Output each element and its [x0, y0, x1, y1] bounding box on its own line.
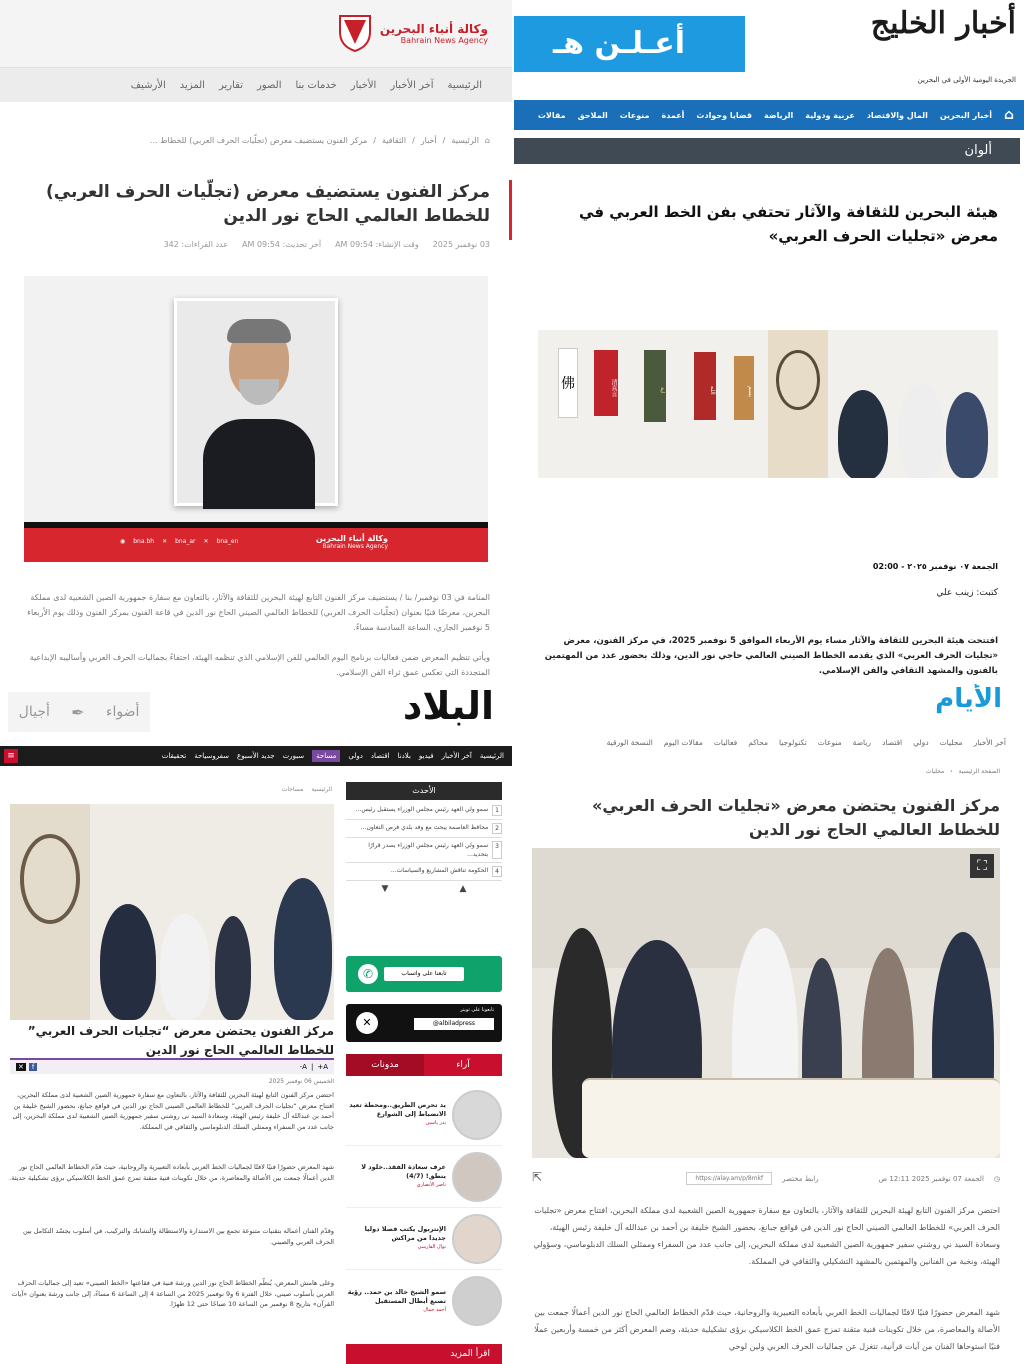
nav-item[interactable]: عربية ودولية — [805, 110, 855, 120]
crumb-item[interactable]: الصفحة الرئيسية — [958, 768, 1000, 775]
article-paragraph: شهد المعرض حضورًا فنيًا لافتًا لجماليات الخط العربي بأبعاده التعبيرية والروحانية، حيث قدّم الخطاط العالمي الحاج نور الدين أعمالًا جمعت بين الأصالة والمعاصرة، من خلال تكوينات فنية متقنة تمزج عمق الخط الكلاسيكي برؤى تشكيلية حديثة، وضم المعرض أكثر من خمسة وأربعين عملًا فنيًا استوحاها الفنان من آيات قرآنية، تتغزل عن جماليات الحرف العربي ولين لوحي — [534, 1308, 1000, 1351]
scroll-artwork: آية — [644, 350, 666, 422]
nav-item[interactable]: اقتصاد — [370, 752, 390, 760]
nav-item[interactable]: دولي — [913, 738, 929, 747]
nav-item[interactable]: آخر الأخبار — [441, 752, 472, 760]
bna-banner — [24, 522, 488, 562]
alayam-article-panel — [512, 682, 1024, 1364]
avatar — [452, 1152, 502, 1202]
alayam-logo[interactable]: الأيام — [935, 684, 1002, 714]
calligraphy-scroll — [582, 1078, 1000, 1158]
nav-item[interactable]: آخر الأخبار — [390, 79, 434, 91]
article-paragraph: المنامة في 03 نوفمبر/ بنا / يستضيف مركز الفنون التابع لهيئة البحرين للثقافة والآثار، بالتعاون مع سفارة جمهورية الصين الشعبية لدى مملكة البحرين، معرضًا فنيًا بعنوان (تجلّيات الحرف العربي) للخطاط العالمي الصيني الحاج نور الدين في قاعة الفنون بمركز الفنون وذلك يوم الأربعاء 5 نوفمبر الجاري، الساعة السادسة مساءً. — [27, 593, 490, 632]
scroll-artwork: 佛 — [558, 348, 578, 418]
article-date: الخميس 06 نوفمبر 2025 — [268, 1078, 334, 1085]
list-item[interactable]: 3 سمو ولي العهد رئيس مجلس الوزراء يصدر قرارًا بتحديد... — [346, 838, 502, 863]
crumb-item[interactable]: الرئيسية — [451, 136, 479, 145]
akhbar-article-panel — [512, 0, 1024, 682]
x-icon[interactable]: ✕ — [203, 538, 209, 545]
nav-item[interactable]: المزيد — [179, 79, 205, 91]
article-paragraph: وقدّم الفنان أعماله بتقنيات متنوعة تجمع بين الاستدارة والاستطالة والتشابك والتركيب، في أسلوب يجسّد التكامل بين الحرف العربي والصيني. — [22, 1227, 334, 1246]
akhbar-tagline: الجريدة اليومية الأولى في البحرين — [917, 76, 1016, 84]
bna-logo-en: Bahrain News Agency — [400, 35, 488, 45]
whatsapp-label: تابعنا على واتساب — [384, 967, 464, 981]
nav-item[interactable]: بلادنا — [397, 752, 411, 760]
scroll-artwork: بسم — [734, 356, 754, 420]
meta-reads: عدد القراءات: 342 — [163, 240, 229, 249]
article-paragraph: ويأتي تنظيم المعرض ضمن فعاليات برنامج اليوم العالمي للفن الإسلامي الذي تنظمه الهيئة، احتفاءً بجماليات الحرف العربي وأساليبه الإبداعية المتجددة التي تعكس عمق ثراء الفن الإسلامي. — [29, 653, 490, 677]
scroll-artwork: الله — [694, 352, 716, 420]
nav-item[interactable]: دولي — [348, 752, 363, 760]
nav-item[interactable]: الرئيسية — [479, 752, 504, 760]
nav-item[interactable]: أعمدة — [661, 110, 685, 120]
article-title: مركز الفنون يحتضن معرض “تجليات الحرف العربي” للخطاط العالمي الحاج نور الدين — [27, 1024, 334, 1057]
nav-item[interactable]: النسخة الورقية — [606, 738, 653, 747]
exhibition-photo — [10, 804, 334, 1020]
crumb-item[interactable]: الثقافية — [381, 136, 407, 145]
nav-item[interactable]: فيديو — [418, 752, 434, 760]
large-calligraphy-panel — [768, 330, 828, 478]
akhbar-nav — [512, 100, 1024, 130]
nav-item[interactable]: المال والاقتصاد — [866, 110, 928, 120]
nav-item[interactable]: تقارير — [218, 79, 243, 91]
section-label[interactable]: ألوان — [512, 138, 1020, 164]
breadcrumb: ⌂ الرئيسية / أخبار / الثقافية / مركز الفنون يستضيف معرض (تجلّيات الحرف العربي) للخطاط ... — [149, 136, 490, 145]
nav-item[interactable]: خدمات بنا — [295, 79, 337, 91]
breadcrumb: الصفحة الرئيسية ‹ محليات — [925, 768, 1000, 775]
alayam-nav — [607, 738, 1006, 747]
social-handle[interactable]: bna.bh — [133, 538, 155, 545]
nav-item[interactable]: الصور — [256, 79, 282, 91]
albilad-sub-tabs — [8, 692, 150, 732]
font-increase-button[interactable]: A+ — [317, 1063, 328, 1071]
home-icon[interactable]: ⌂ — [484, 136, 490, 145]
bna-header — [0, 0, 512, 68]
x-follow[interactable] — [346, 1004, 502, 1042]
font-decrease-button[interactable]: A- — [299, 1063, 307, 1071]
feather-icon: ✒ — [71, 702, 85, 722]
article-paragraph: وعلى هامش المعرض، يُنظّم الخطاط الحاج نور الدين ورشة فنية في فقاعتها «الخط الصيني» تعيد إلى جماليات الحرف العربي بأسلوب صيني، خلال الفترة 6 و9 نوفمبر 2025 من الساعة 4 إلى الساعة 6 مساءً، إلى جانب ورشة بعنوان «آيات القرآن» بتاريخ 8 نوفمبر من الساعة 10 صباحًا حتى 12 ظهرًا. — [11, 1279, 334, 1308]
avatar — [452, 1090, 502, 1140]
social-web-icon[interactable]: ◉ — [120, 538, 126, 545]
tab-adwaa[interactable]: أضواء — [105, 704, 140, 720]
breadcrumb — [282, 786, 332, 793]
avatar — [452, 1214, 502, 1264]
meta-created: وقت الإنشاء: 09:54 AM — [335, 240, 419, 249]
short-link-label: رابط مختصر — [782, 1174, 819, 1183]
article-paragraph: احتضن مركز الفنون التابع لهيئة البحرين للثقافة والآثار، بالتعاون مع سفارة جمهورية الصين الشعبية لدى مملكة البحرين، افتتاح معرض “تجليات الحرف العربي” للخطاط العالمي الصيني الحاج نور الدين في قوافع جبانغ، بحضور الشيخ خليفة بن أحمد بن عبدالله آل خليفة رئيس الهيئة، وسعادة السيد نى روشني سفير جمهورية الصين الشعبية لدى مملكة البحرين، إلى جانب عدد من السفراء وممثلي السلك الدبلوماسي والثقافي في المملكة. — [12, 1091, 334, 1131]
article-date: الجمعة ٠٧ نوفمبر ٢٠٢٥ - 02:00 — [872, 562, 998, 571]
list-item[interactable]: 4 الحكومة تناقش المشاريع والسياسات... — [346, 863, 502, 881]
x-icon[interactable]: ✕ — [162, 538, 168, 545]
clock-icon: ◷ — [993, 1174, 1000, 1183]
nav-item[interactable]: سبورت — [282, 752, 305, 760]
nav-item[interactable]: اقتصاد — [882, 738, 903, 747]
exhibition-photo — [538, 330, 998, 478]
nav-item[interactable]: أخبار البحرين — [939, 110, 992, 120]
scroll-up-icon[interactable]: ▲ — [459, 884, 467, 894]
bna-logo-ar: وكالة أنباء البحرين — [379, 21, 488, 36]
nav-item[interactable]: الرياضة — [763, 110, 794, 120]
article-tools: A+ | A- ✕ f — [10, 1058, 334, 1074]
bna-emblem-icon — [338, 14, 372, 52]
article-paragraph: احتضن مركز الفنون التابع لهيئة البحرين للثقافة والآثار، بالتعاون مع سفارة جمهورية الصين الشعبية لدى مملكة البحرين، افتتاح معرض «تجليات الحرف العربي» للخطاط العالمي الصيني الحاج نور الدين في قوافع جبانغ، بحضور الشيخ خليفة بن أحمد بن عبدالله آل خليفة رئيس الهيئة، وسعادة السيد ني روشني سفير جمهورية الصين الشعبية لدى مملكة البحرين، إلى جانب عدد من السفراء وممثلي السلك الدبلوماسي، وسؤولي الهيئة، ونخبة من الفنانين والمهتمين بالمشهد التشكيلي والثقافي في المملكة. — [533, 1206, 1000, 1266]
crumb-item[interactable]: مساحات — [281, 786, 304, 793]
short-link-field[interactable]: https://alay.am/p/8mkf — [686, 1172, 772, 1185]
whatsapp-follow[interactable] — [346, 956, 502, 992]
share-icon[interactable]: ⇱ — [532, 1170, 543, 1184]
article-title: مركز الفنون يستضيف معرض (تجلّيات الحرف العربي) للخطاط العالمي الحاج نور الدين — [45, 182, 490, 226]
nav-item[interactable]: مقالات اليوم — [663, 738, 703, 747]
bna-nav — [0, 68, 512, 102]
nav-item[interactable]: جديد الأسبوع — [237, 752, 275, 760]
article-meta — [686, 1172, 1000, 1185]
article-author: كتبت: زينب علي — [936, 588, 998, 598]
tab-opinions[interactable]: آراء — [456, 1060, 470, 1070]
crumb-item[interactable]: محليات — [925, 768, 945, 775]
crumb-item[interactable]: أخبار — [420, 136, 437, 145]
nav-item[interactable]: تحقيقات — [161, 752, 187, 760]
fullscreen-icon[interactable]: ⛶ — [970, 854, 994, 878]
crumb-item[interactable]: الرئيسية — [311, 786, 332, 793]
bna-article-panel — [0, 0, 512, 682]
avatar — [452, 1276, 502, 1326]
home-icon[interactable]: ⌂ — [1003, 107, 1014, 123]
nav-item[interactable]: مساحة — [312, 750, 340, 762]
nav-item[interactable]: آخر الأخبار — [973, 738, 1006, 747]
article-meta — [164, 240, 490, 249]
opinion-item[interactable]: الإنتربول يكتب فصلا دوليا جديدا من مراكش نوال الفارسي — [346, 1208, 502, 1270]
nav-item[interactable]: فعاليات — [713, 738, 738, 747]
x-icon: ✕ — [356, 1012, 378, 1034]
article-paragraph: شهد المعرض حضورًا فنيًا لافتًا لجماليات الخط العربي بأبعاده التعبيرية والروحانية، حيث قدّم الخطاط العالمي الحاج نور الدين أعمالًا جمعت بين الأصالة والمعاصرة، من خلال تكوينات فنية متقنة تمزج عمق الخط الكلاسيكي برؤى تشكيلية حديثة. — [9, 1163, 334, 1182]
nav-item[interactable]: الملاحق — [577, 110, 608, 120]
x-label: تابعونا على تويتر — [460, 1007, 494, 1013]
akhbar-logo[interactable]: أخبار الخليج — [870, 6, 1016, 41]
opinion-tabs — [346, 1054, 502, 1076]
banner-logo-ar: وكالة أنباء البحرين — [315, 534, 388, 543]
article-title: هيئة البحرين للثقافة والآثار تحتفي بفن الخط العربي في معرض «تجليات الحرف العربي» — [579, 203, 998, 245]
portrait-photo — [174, 298, 338, 506]
nav-item[interactable]: رياضة — [852, 738, 872, 747]
nav-item[interactable]: مقالات — [537, 110, 566, 120]
meta-updated: آخر تحديث: 09:54 AM — [242, 240, 322, 249]
nav-item[interactable]: سفروسياحة — [194, 752, 230, 760]
latest-header: الأحدث — [346, 782, 502, 800]
nav-item[interactable]: منوعات — [817, 738, 842, 747]
opinion-item[interactable]: سمو الشيخ خالد بن حمد.. رؤية تصنع أبطال المستقبل أحمد جمال — [346, 1270, 502, 1332]
social-handle[interactable]: bna_ar — [175, 538, 196, 545]
opinion-list — [346, 1084, 502, 1344]
nav-item[interactable]: محاكم — [748, 738, 768, 747]
read-more-button[interactable]: اقرأ المزيد — [346, 1344, 502, 1364]
nav-item[interactable]: محليات — [939, 738, 963, 747]
albilad-article-panel — [0, 682, 512, 1364]
albilad-nav — [0, 746, 512, 766]
list-item[interactable]: 1 سمو ولي العهد رئيس مجلس الوزراء يستقبل رئيس... — [346, 802, 502, 820]
crumb-item: مركز الفنون يستضيف معرض (تجلّيات الحرف العربي) للخطاط ... — [149, 136, 368, 145]
ad-banner[interactable]: أعـلـن هـ — [512, 16, 745, 72]
opinion-item[interactable]: عرف سعادة الفقد..خلود لا ينطق! (4/7) ناصر الأنصاري — [346, 1146, 502, 1208]
nav-item[interactable]: الرئيسية — [447, 79, 482, 91]
facebook-share-icon[interactable]: f — [29, 1063, 37, 1071]
x-share-icon[interactable]: ✕ — [18, 1063, 24, 1071]
banner-logo-en: Bahrain News Agency — [322, 543, 388, 550]
scroll-down-icon[interactable]: ▼ — [381, 884, 389, 894]
bna-logo[interactable] — [338, 14, 488, 52]
nav-item[interactable]: تكنولوجيا — [778, 738, 807, 747]
nav-item[interactable]: الأخبار — [350, 79, 377, 91]
list-item[interactable]: 2 محافظ العاصمة يبحث مع وفد بلدي فرص التعاون... — [346, 820, 502, 838]
whatsapp-icon: ✆ — [358, 964, 378, 984]
nav-item[interactable]: منوعات — [619, 110, 650, 120]
tab-ajyal[interactable]: أجيال — [18, 704, 50, 720]
article-title: مركز الفنون يحتضن معرض «تجليات الحرف العربي» للخطاط العالمي الحاج نور الدين — [591, 796, 1000, 839]
scroll-artwork: 清真言 — [594, 350, 618, 416]
exhibition-photo — [532, 848, 1000, 1158]
article-paragraph: افتتحت هيئة البحرين للثقافة والآثار مساء يوم الأربعاء الموافق 5 نوفمبر 2025، في مركز الفنون، معرض «تجليات الحرف العربي» الذي يقدمه الخطاط الصيني العالمي حاجي نور الدين، وذلك بحضور عدد من المهتمين بالفنون والمشهد الثقافي والفن الإسلامي. — [544, 636, 998, 676]
opinion-item[interactable]: يد تحرص الطريق..ومحطة تعيد الانضباط إلى الشوارع بدر ياسين — [346, 1084, 502, 1146]
panel-divider — [0, 682, 1024, 684]
albilad-logo[interactable]: البلاد — [402, 684, 494, 728]
x-handle: @albiladpress — [414, 1018, 494, 1030]
meta-date: 03 نوفمبر 2025 — [432, 240, 490, 249]
menu-icon[interactable]: ≡ — [4, 749, 18, 763]
meta-date: الجمعة 07 نوفمبر 2025 12:11 ص — [878, 1174, 984, 1183]
nav-item[interactable]: قضايا وحوادث — [696, 110, 752, 120]
social-handle[interactable]: bna_en — [216, 538, 239, 545]
tab-blogs[interactable]: مدونات — [346, 1054, 424, 1076]
article-image — [24, 276, 488, 562]
latest-list — [346, 802, 502, 932]
nav-item[interactable]: الأرشيف — [130, 79, 166, 91]
